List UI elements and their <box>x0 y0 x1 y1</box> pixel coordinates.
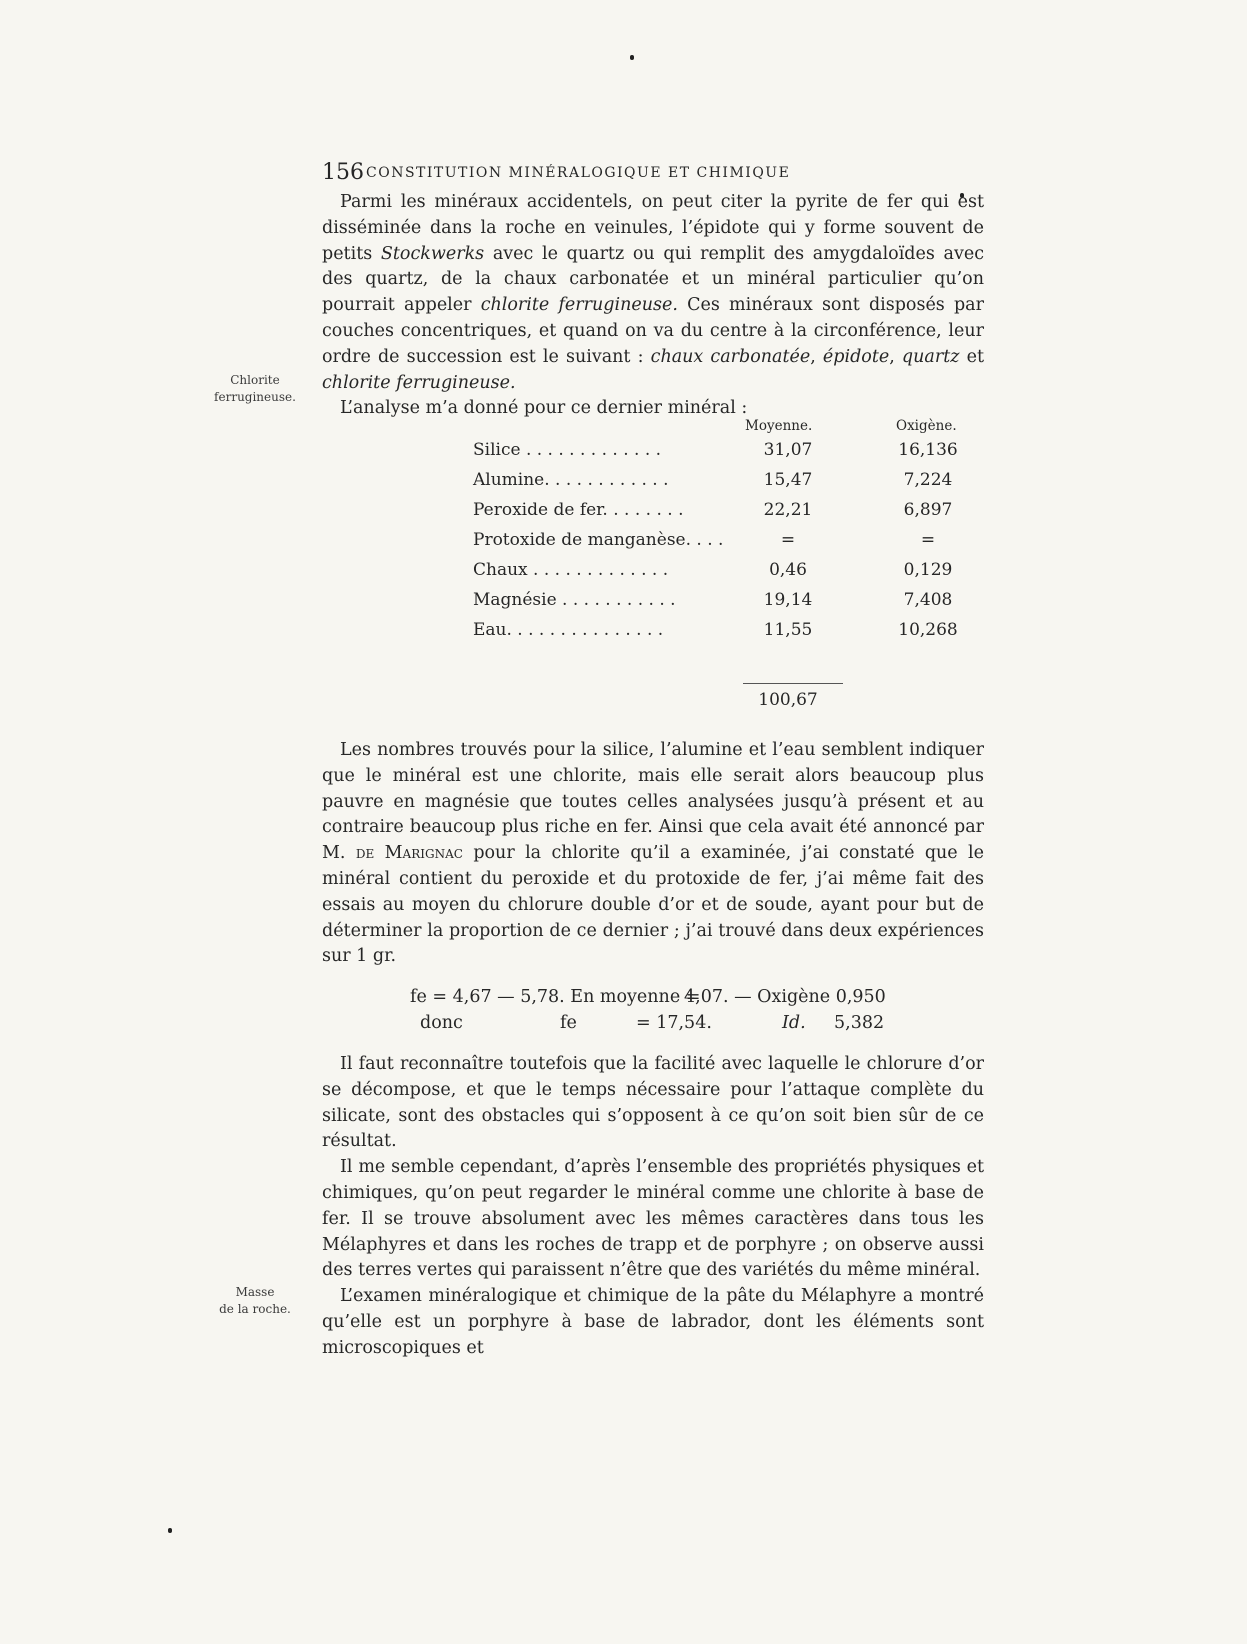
formula-donc: donc <box>420 1013 463 1033</box>
row-label: Silice . . . . . . . . . . . . . <box>473 440 662 460</box>
row-label: Chaux . . . . . . . . . . . . . <box>473 560 669 580</box>
column-header-oxygene: Oxigène. <box>896 418 957 434</box>
margin-note-line: de la roche. <box>219 1302 291 1316</box>
formula-oxygen-value: 5,382 <box>834 1013 885 1033</box>
ink-speck <box>168 1528 172 1533</box>
formula-mean-oxygen: 4,07. — Oxigène 0,950 <box>684 987 886 1007</box>
row-label: Magnésie . . . . . . . . . . . <box>473 590 676 610</box>
row-label: Eau. . . . . . . . . . . . . . . <box>473 620 664 640</box>
value-oxygene: 0,129 <box>903 560 953 580</box>
row-label: Peroxide de fer. . . . . . . . <box>473 500 684 520</box>
paragraph-text: Parmi les minéraux accidentels, on peut citer la pyrite de fer qui est disséminée dans la roche en veinules, l’épidote qui y forme souvent de petits <box>322 192 984 264</box>
formula-fe-range: fe = 4,67 — 5,78. En moyenne = <box>410 987 701 1007</box>
total-rule <box>743 683 843 684</box>
paragraph-interpretation <box>322 738 984 970</box>
margin-note-line: Masse <box>235 1285 275 1299</box>
row-label: Protoxide de manganèse. . . . <box>473 530 724 550</box>
value-oxygene: 10,268 <box>898 620 958 640</box>
formula-id: Id. <box>782 1013 806 1033</box>
separator: , <box>889 346 902 367</box>
running-title: CONSTITUTION MINÉRALOGIQUE ET CHIMIQUE <box>366 165 791 181</box>
term-chaux-carbonatee: chaux carbonatée <box>650 346 811 367</box>
value-oxygene: 7,224 <box>903 470 953 490</box>
paragraph-text: Ces minéraux sont disposés par couches concentriques, et quand on va du centre à la circonférence, leur ordre de succession est le suivant : <box>322 295 984 367</box>
term-chlorite-ferrugineuse: chlorite ferrugineuse. <box>322 372 516 393</box>
paragraph-caveat <box>322 1052 984 1362</box>
term-stockwerks: Stockwerks <box>380 243 485 264</box>
value-moyenne: 11,55 <box>763 620 813 640</box>
table-row <box>473 620 983 648</box>
value-moyenne: 19,14 <box>763 590 813 610</box>
table-row <box>473 560 983 588</box>
value-oxygene: = <box>920 530 936 550</box>
separator: et <box>959 346 984 367</box>
table-row <box>473 500 983 528</box>
paragraph-text: Les nombres trouvés pour la silice, l’alumine et l’eau semblent indiquer que le minéral est une chlorite, mais elle serait alors beaucoup plus pauvre en magnésie que toutes celles analysées jusqu’à présent et au contraire beaucoup plus riche en fer. Ainsi que cela avait été annoncé par M. <box>322 740 984 864</box>
margin-note-masse <box>200 1284 310 1318</box>
paragraph-text: pour la chlorite qu’il a examinée, j’ai constaté que le minéral contient du peroxide et du protoxide de fer, j’ai même fait des essais au moyen du chlorure double d’or et de soude, ayant pour but de déterminer la proportion de ce dernier ; j’ai trouvé dans deux expériences sur 1 gr. <box>322 843 984 967</box>
value-oxygene: 7,408 <box>903 590 953 610</box>
term-chlorite-ferrugineuse: chlorite ferrugineuse. <box>480 295 678 316</box>
value-moyenne: 15,47 <box>763 470 813 490</box>
paragraph-text: Il faut reconnaître toutefois que la facilité avec laquelle le chlorure d’or se décompose, et que le temps nécessaire pour l’attaque complète du silicate, sont des obstacles qui s’opposent à ce qu’on soit bien sûr de ce résultat. <box>322 1054 984 1152</box>
value-moyenne: = <box>780 530 796 550</box>
formula-value: = 17,54. <box>636 1013 712 1033</box>
term-epidote: épidote <box>822 346 890 367</box>
paragraph-text: Il me semble cependant, d’après l’ensemble des propriétés physiques et chimiques, qu’on peut regarder le minéral comme une chlorite à base de fer. Il se trouve absolument avec les mêmes caractères dans tous les Mélaphyres et dans les roches de trapp et de porphyre ; on observe aussi des terres vertes qui paraissent n’être que des variétés du même minéral. <box>322 1157 984 1281</box>
value-moyenne: 22,21 <box>763 500 813 520</box>
paragraph-text: L’examen minéralogique et chimique de la pâte du Mélaphyre a montré qu’elle est un porphyre à base de labrador, dont les éléments sont microscopiques et <box>322 1286 984 1358</box>
value-oxygene: 6,897 <box>903 500 953 520</box>
paragraph-text: avec le quartz ou qui remplit des amygdaloïdes avec des quartz, de la chaux carbonatée et un minéral particulier qu’on pourrait appeler <box>322 243 985 316</box>
table-row <box>473 530 983 558</box>
table-row <box>473 470 983 498</box>
formula-line-1 <box>410 987 970 1013</box>
margin-note-line: ferrugineuse. <box>214 390 296 404</box>
value-moyenne: 31,07 <box>763 440 813 460</box>
margin-note-line: Chlorite <box>230 373 280 387</box>
paragraph-accidental-minerals <box>322 190 984 422</box>
formula-fe: fe <box>560 1013 577 1033</box>
author-name: Marignac <box>384 843 463 864</box>
value-moyenne: 0,46 <box>769 560 807 580</box>
ink-speck <box>630 55 634 60</box>
page-number: 156 <box>322 160 364 185</box>
formula-line-2 <box>410 1013 970 1039</box>
row-label: Alumine. . . . . . . . . . . . <box>473 470 669 490</box>
value-oxygene: 16,136 <box>898 440 958 460</box>
column-header-moyenne: Moyenne. <box>745 418 813 434</box>
margin-note-chlorite <box>200 372 310 406</box>
author-particle: de <box>355 843 385 864</box>
separator: , <box>810 346 823 367</box>
table-row <box>473 590 983 618</box>
page-header <box>322 160 942 186</box>
analysis-intro: L’analyse m’a donné pour ce dernier minéral : <box>340 398 748 419</box>
table-row <box>473 440 983 468</box>
term-quartz: quartz <box>901 346 960 367</box>
table-total: 100,67 <box>758 690 818 710</box>
